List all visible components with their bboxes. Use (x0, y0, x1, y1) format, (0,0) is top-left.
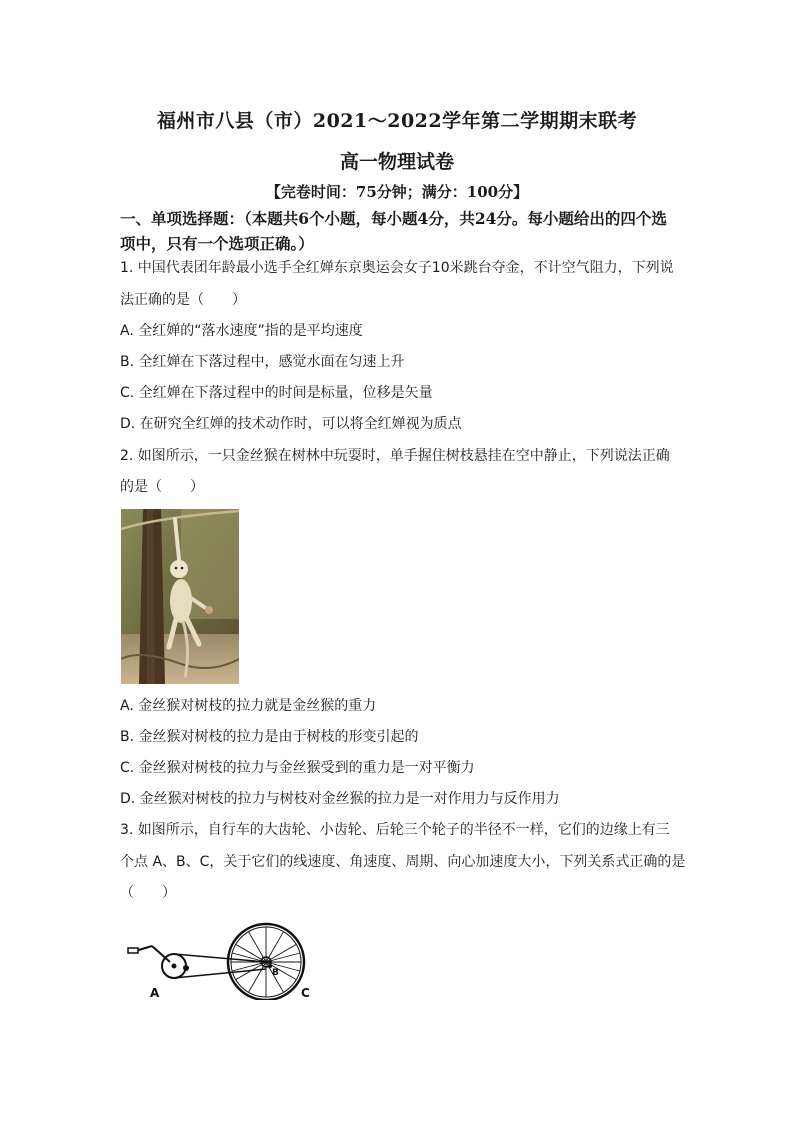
section-heading: 一、单项选择题：（本题共6个小题，每小题4分，共24分。每小题给出的四个选项中，只有一个选项正确。） (120, 209, 667, 253)
q1-option-b: B. 全红婵在下落过程中，感觉水面在匀速上升 (120, 354, 405, 370)
exam-time-note: 【完卷时间：75分钟；满分：100分】 (265, 183, 529, 201)
monkey-photo (121, 509, 239, 684)
q2-stem-line2: 的是（ ） (120, 479, 204, 495)
q1-option-c: C. 全红婵在下落过程中的时间是标量，位移是矢量 (120, 385, 433, 401)
q1-option-a: A. 全红婵的“落水速度”指的是平均速度 (120, 323, 363, 339)
q2-option-b: B. 金丝猴对树枝的拉力是由于树枝的形变引起的 (120, 729, 419, 745)
point-b-label: B (272, 968, 279, 978)
q2-stem-line1: 2. 如图所示，一只金丝猴在树林中玩耍时，单手握住树枝悬挂在空中静止，下列说法正确 (120, 448, 670, 464)
point-a-label: A (150, 986, 160, 1000)
bicycle-gear-diagram (126, 918, 326, 1000)
point-c-label: C (301, 986, 310, 1000)
q1-option-d: D. 在研究全红婵的技术动作时，可以将全红婵视为质点 (120, 416, 462, 432)
q2-option-d: D. 金丝猴对树枝的拉力与树枝对金丝猴的拉力是一对作用力与反作用力 (120, 791, 560, 807)
q3-stem-line1: 3. 如图所示，自行车的大齿轮、小齿轮、后轮三个轮子的半径不一样，它们的边缘上有三 (120, 822, 670, 838)
q1-stem-line2: 法正确的是（ ） (120, 292, 246, 308)
q3-stem-line2: 个点 A、B、C，关于它们的线速度、角速度、周期、向心加速度大小，下列关系式正确的是 (120, 854, 686, 870)
q1-stem-line1: 1. 中国代表团年龄最小选手全红婵东京奥运会女子10米跳台夺金，不计空气阻力，下列说 (120, 260, 674, 276)
q3-stem-line3: （ ） (120, 885, 176, 901)
exam-subtitle: 高一物理试卷 (339, 151, 454, 173)
exam-title: 福州市八县（市）2021～2022学年第二学期期末联考 (156, 110, 638, 132)
q2-option-c: C. 金丝猴对树枝的拉力与金丝猴受到的重力是一对平衡力 (120, 760, 475, 776)
q2-option-a: A. 金丝猴对树枝的拉力就是金丝猴的重力 (120, 698, 377, 714)
